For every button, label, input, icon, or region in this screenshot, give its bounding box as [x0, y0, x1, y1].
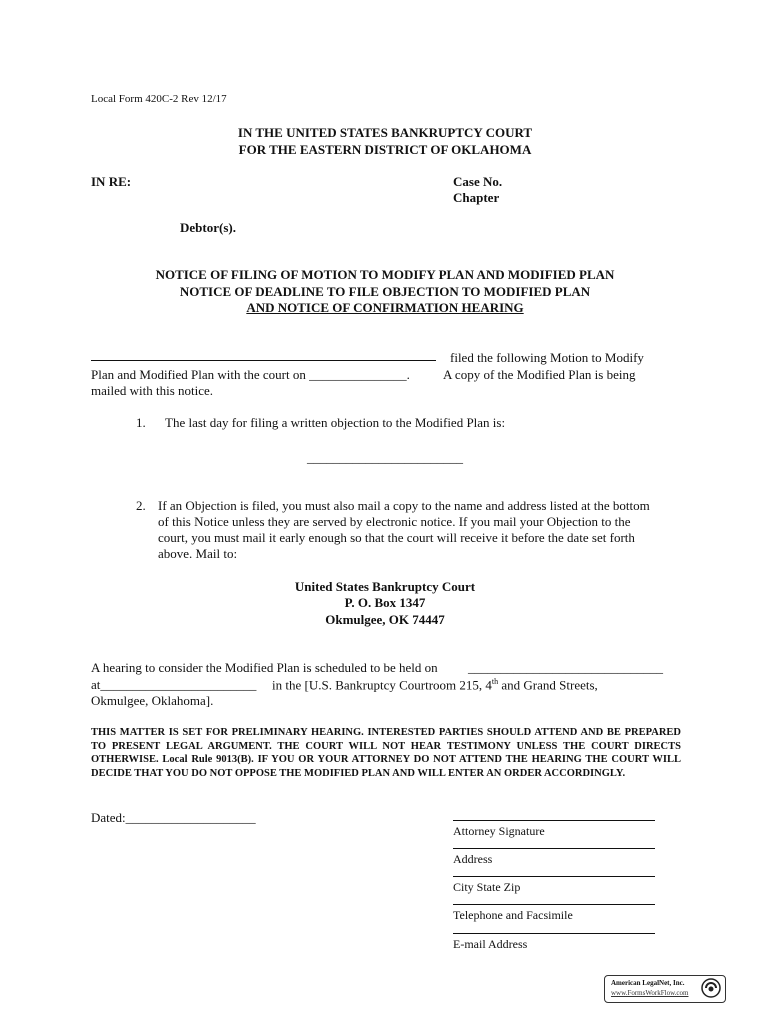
intro-line1: filed the following Motion to Modify: [450, 350, 644, 365]
email-line[interactable]: [453, 933, 655, 934]
item1-number: 1.: [136, 415, 146, 430]
telephone-label: Telephone and Facsimile: [453, 908, 573, 922]
email-label: E-mail Address: [453, 937, 528, 951]
in-re-label: IN RE:: [91, 174, 132, 189]
signature-line[interactable]: [453, 820, 655, 821]
address-line[interactable]: [453, 848, 655, 849]
preliminary-hearing-notice: THIS MATTER IS SET FOR PRELIMINARY HEARING. INTERESTED PARTIES SHOULD ATTEND AND BE PREPARED TO PRESENT LEGAL ARGUMENT. THE COURT WILL NOT HEAR TESTIMONY UNLESS THE COURT DIRECTS OTHERWISE. Local Rule 9013(B). IF YOU OR YOUR ATTORNEY DO NOT ATTEND THE HEARING THE COURT WILL DECIDE THAT YOU DO NOT OPPOSE THE MODIFIED PLAN AND WILL ENTER AN ORDER ACCORDINGLY.: [91, 727, 681, 779]
intro-line2-start: Plan and Modified Plan with the court on _______________.: [91, 367, 410, 382]
item2-line4: above. Mail to:: [158, 546, 238, 561]
item2-number: 2.: [136, 498, 146, 513]
dated-field[interactable]: Dated:____________________: [91, 810, 256, 825]
item1-text: The last day for filing a written objection to the Modified Plan is:: [165, 415, 506, 430]
title-line2: NOTICE OF DEADLINE TO FILE OBJECTION TO MODIFIED PLAN: [179, 284, 591, 299]
court-name-line1: IN THE UNITED STATES BANKRUPTCY COURT: [237, 125, 533, 140]
footer-logo[interactable]: [604, 975, 726, 1003]
logo-url[interactable]: www.FormsWorkFlow.com: [611, 989, 689, 997]
legalnet-logo-icon: [701, 978, 721, 998]
case-no-label: Case No.: [453, 174, 503, 189]
title-line1: NOTICE OF FILING OF MOTION TO MODIFY PLAN AND MODIFIED PLAN: [155, 267, 615, 282]
chapter-label: Chapter: [453, 190, 500, 205]
title-line3: AND NOTICE OF CONFIRMATION HEARING: [246, 300, 524, 315]
item2-line1: If an Objection is filed, you must also mail a copy to the name and address listed at the bottom: [158, 498, 650, 513]
debtors-label: Debtor(s).: [180, 220, 236, 235]
logo-company: American LegalNet, Inc.: [611, 979, 685, 987]
city-state-zip-label: City State Zip: [453, 880, 521, 894]
hearing-line2-end: and Grand Streets,: [501, 677, 598, 693]
address-label: Address: [453, 852, 493, 866]
hearing-line2: [272, 677, 598, 693]
hearing-date-blank[interactable]: ______________________________: [468, 660, 663, 675]
attorney-signature-label: Attorney Signature: [453, 824, 545, 838]
mail-to-city: Okmulgee, OK 74447: [325, 612, 445, 627]
telephone-line[interactable]: [453, 904, 655, 905]
item2-line2: of this Notice unless they are served by electronic notice. If you mail your Objection to the: [158, 514, 631, 529]
mail-to-name: United States Bankruptcy Court: [294, 579, 476, 594]
hearing-line3: Okmulgee, Oklahoma].: [91, 693, 214, 708]
form-id: Local Form 420C-2 Rev 12/17: [91, 93, 227, 105]
intro-line2-end: A copy of the Modified Plan is being: [443, 367, 636, 382]
mail-to-box: P. O. Box 1347: [344, 595, 426, 610]
court-name-line2: FOR THE EASTERN DISTRICT OF OKLAHOMA: [238, 142, 532, 157]
item2-line3: court, you must mail it early enough so that the court will receive it before the date set forth: [158, 530, 635, 545]
intro-line3: mailed with this notice.: [91, 383, 214, 398]
hearing-line2-text: in the [U.S. Bankruptcy Courtroom 215, 4: [272, 677, 492, 693]
hearing-line1: A hearing to consider the Modified Plan is scheduled to be held on: [91, 660, 438, 675]
objection-deadline-blank[interactable]: ________________________: [307, 450, 463, 465]
hearing-location-blank[interactable]: at________________________: [91, 677, 257, 692]
filer-name-blank[interactable]: [91, 346, 436, 361]
hearing-line2-sup: th: [491, 677, 499, 686]
city-state-zip-line[interactable]: [453, 876, 655, 877]
